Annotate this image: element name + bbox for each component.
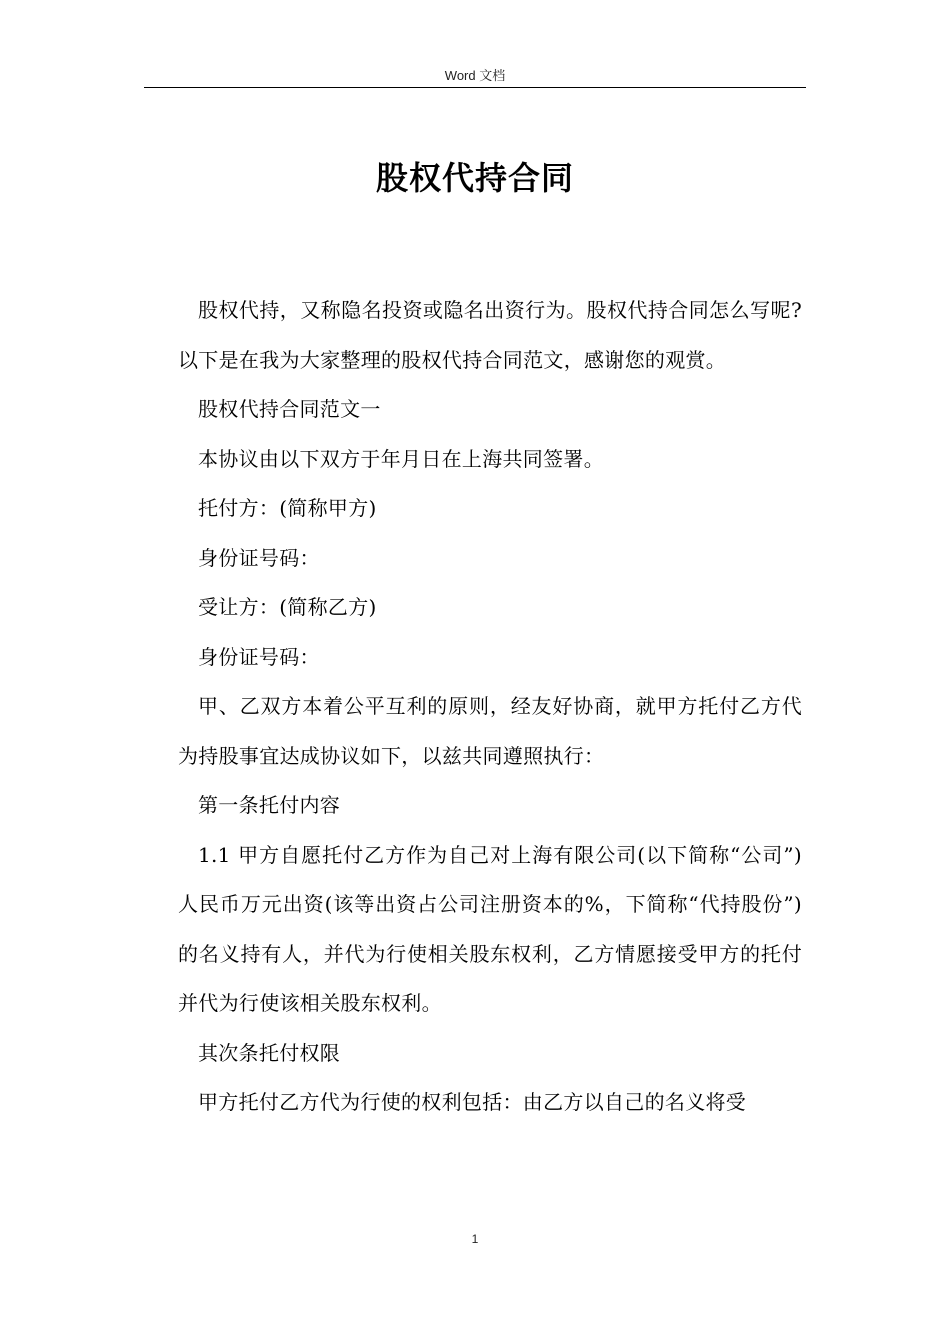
document-body (178, 286, 802, 1128)
paragraph-party-b-id: 身份证号码： (198, 644, 320, 669)
paragraph-sample-heading: 股权代持合同范文一 (198, 397, 381, 421)
paragraph-preamble: 甲、乙双方本着公平互利的原则，经友好协商，就甲方托付乙方代为持股事宜达成协议如下，以兹共同遵照执行： (178, 694, 802, 768)
page-header: Word 文档 (444, 68, 506, 83)
document-title: 股权代持合同 (375, 159, 574, 197)
paragraph-article-2-body: 甲方托付乙方代为行使的权利包括：由乙方以自己的名义将受 (198, 1090, 747, 1114)
paragraph-article-1-1: 1.1 甲方自愿托付乙方作为自己对上海有限公司(以下简称“公司”)人民币万元出资(该等出资占公司注册资本的%，下简称“代持股份”)的名义持有人，并代为行使相关股东权利，乙方情愿接受甲方的托付并代为行使该相关股东权利。 (178, 842, 802, 1015)
paragraph-party-a-id: 身份证号码： (198, 545, 320, 570)
paragraph-intro: 股权代持，又称隐名投资或隐名出资行为。股权代持合同怎么写呢?以下是在我为大家整理的股权代持合同范文，感谢您的观赏。 (178, 298, 802, 372)
paragraph-article-2-heading: 其次条托付权限 (198, 1040, 341, 1065)
header-divider (144, 87, 806, 88)
paragraph-article-1-heading: 第一条托付内容 (198, 793, 341, 817)
page-number: 1 (471, 1232, 479, 1246)
paragraph-signing: 本协议由以下双方于年月日在上海共同签署。 (198, 446, 604, 471)
paragraph-party-b: 受让方：(简称乙方) (198, 595, 377, 619)
paragraph-party-a: 托付方：(简称甲方) (198, 496, 377, 520)
